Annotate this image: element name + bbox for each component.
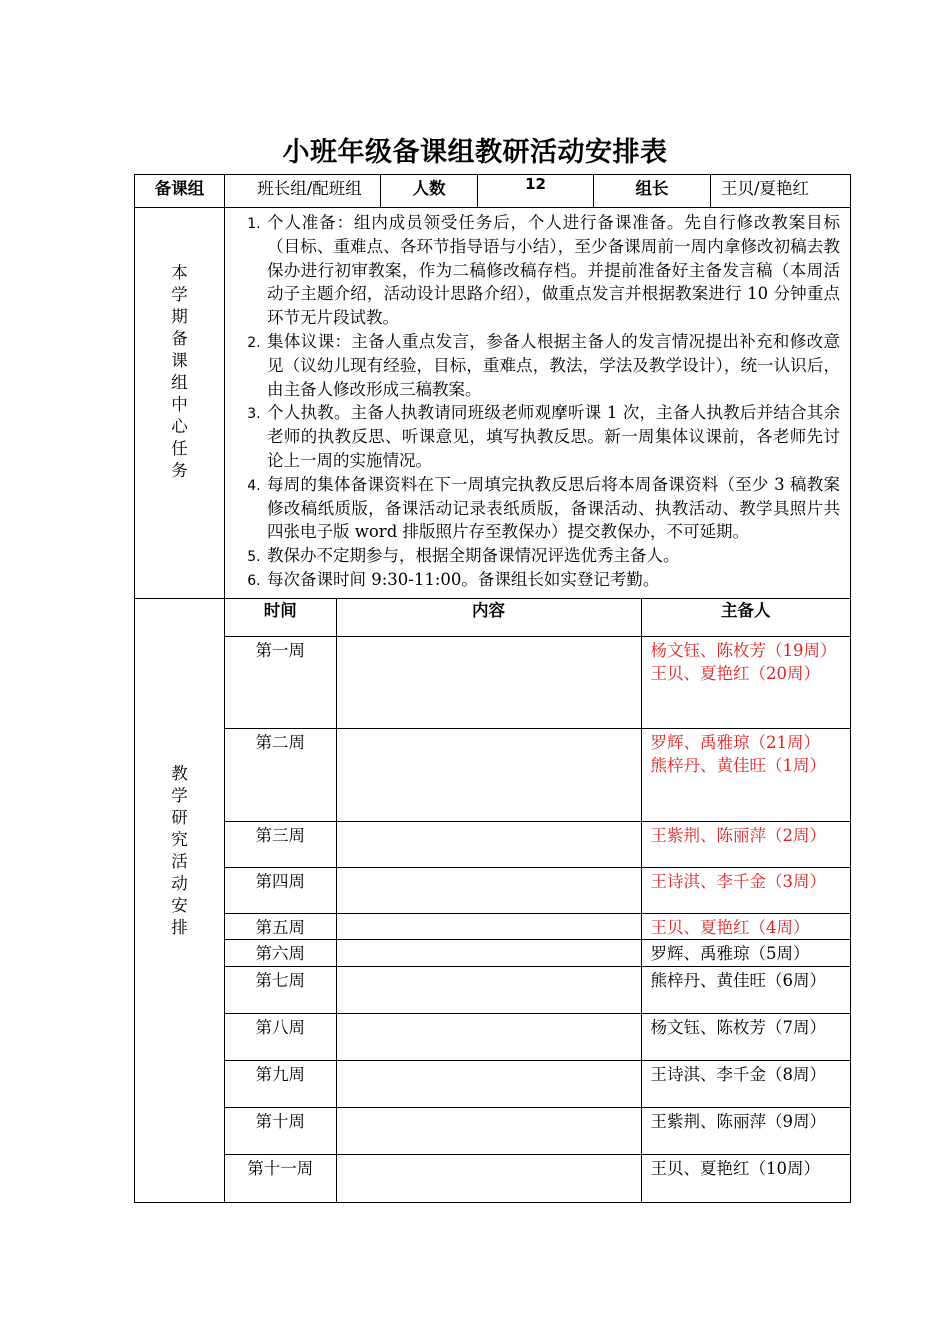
lead-names: 王诗淇、李千金（8周） — [650, 1064, 826, 1084]
leader-label: 组长 — [594, 175, 711, 208]
lead-names: 王贝、夏艳红（4周） — [650, 918, 810, 937]
week-cell: 第十一周 — [225, 1154, 336, 1202]
section-label-char: 学 — [171, 785, 188, 805]
lead-names: 王贝、夏艳红（20周） — [650, 664, 820, 684]
lead-cell — [641, 1013, 850, 1060]
lead-names: 王贝、夏艳红（10周） — [650, 1158, 820, 1178]
section-label-char: 究 — [171, 829, 188, 849]
task-item: 4. 每周的集体备课资料在下一周填完执教反思后将本周备课资料（至少 3 稿教案修改稿纸质版，备课活动记录表纸质版，备课活动、执教活动、教学具照片共四张电子版 word 排版照片存至教保办）提交教保办，不可延期。 — [265, 473, 840, 544]
task-item: 6. 每次备课时间 9:30-11:00。备课组长如实登记考勤。 — [265, 568, 840, 592]
section-label-char: 本 — [171, 263, 188, 282]
content-cell — [336, 940, 641, 966]
lead-cell — [641, 966, 850, 1013]
table-row — [225, 1060, 850, 1107]
week-cell: 第六周 — [225, 940, 336, 966]
week-cell: 第三周 — [225, 822, 336, 868]
lead-cell — [641, 914, 850, 940]
lead-cell — [641, 1060, 850, 1107]
count-label: 人数 — [381, 175, 478, 208]
week-cell: 第七周 — [225, 966, 336, 1013]
week-cell: 第八周 — [225, 1013, 336, 1060]
lead-names: 王诗淇、李千金（3周） — [650, 872, 826, 891]
schedule-cell — [225, 599, 851, 1203]
week-cell: 第十周 — [225, 1107, 336, 1154]
lead-names: 熊梓丹、黄佳旺（1周） — [650, 756, 826, 776]
lead-names: 熊梓丹、黄佳旺（6周） — [650, 970, 826, 990]
lead-cell — [641, 868, 850, 914]
table-row — [225, 1107, 850, 1154]
week-cell: 第九周 — [225, 1060, 336, 1107]
column-header-time: 时间 — [225, 599, 336, 637]
content-cell — [336, 1060, 641, 1107]
section-label-char: 课 — [171, 351, 188, 370]
section-label-char: 中 — [171, 395, 188, 414]
lead-names: 王紫荆、陈丽萍（9周） — [650, 1111, 826, 1131]
table-row — [225, 1154, 850, 1202]
tasks-cell — [225, 208, 851, 599]
section-label-char: 期 — [171, 307, 188, 326]
count-value: 12 — [478, 175, 594, 208]
schedule-row — [135, 599, 851, 1203]
lead-cell — [641, 822, 850, 868]
table-row — [225, 1013, 850, 1060]
content-cell — [336, 822, 641, 868]
lead-names: 王紫荆、陈丽萍（2周） — [650, 826, 826, 845]
week-cell: 第二周 — [225, 729, 336, 822]
tasks-list — [225, 211, 850, 592]
section-label-char: 务 — [171, 461, 188, 480]
content-cell — [336, 637, 641, 729]
leader-value: 王贝/夏艳红 — [711, 175, 851, 208]
section-label-char: 任 — [171, 439, 188, 458]
table-row — [225, 966, 850, 1013]
section-label-char: 学 — [171, 285, 188, 304]
page-title: 小班年级备课组教研活动安排表 — [282, 137, 668, 168]
group-value: 班长组/配班组 — [225, 175, 381, 208]
lead-cell — [641, 729, 850, 822]
group-label: 备课组 — [135, 175, 225, 208]
content-cell — [336, 914, 641, 940]
lead-cell — [641, 1107, 850, 1154]
section-label-char: 动 — [171, 873, 188, 893]
lead-cell — [641, 1154, 850, 1202]
table-row — [225, 868, 850, 914]
table-row — [225, 729, 850, 822]
header-row — [135, 175, 851, 208]
content-cell — [336, 1154, 641, 1202]
table-row — [225, 822, 850, 868]
lead-cell — [641, 637, 850, 729]
lead-names: 罗辉、禹雅琼（5周） — [650, 944, 810, 964]
table-row — [225, 914, 850, 940]
task-item: 2. 集体议课：主备人重点发言，参备人根据主备人的发言情况提出补充和修改意见（议幼儿现有经验，目标，重难点，教法，学法及教学设计），统一认识后，由主备人修改形成三稿教案。 — [265, 330, 840, 401]
column-header-lead: 主备人 — [641, 599, 850, 637]
section-label-char: 心 — [171, 417, 188, 436]
table-row — [225, 637, 850, 729]
content-cell — [336, 1013, 641, 1060]
content-cell — [336, 729, 641, 822]
schedule-header-row — [225, 599, 850, 637]
section-label-char: 组 — [171, 373, 188, 392]
content-cell — [336, 868, 641, 914]
week-cell: 第一周 — [225, 637, 336, 729]
section-label-char: 研 — [171, 807, 188, 827]
lead-names: 杨文钰、陈枚芳（19周） — [650, 641, 837, 660]
table-row — [225, 940, 850, 966]
column-header-content: 内容 — [336, 599, 641, 637]
content-cell — [336, 966, 641, 1013]
week-cell: 第五周 — [225, 914, 336, 940]
content-cell — [336, 1107, 641, 1154]
section-label-char: 教 — [171, 763, 188, 783]
tasks-section-label — [135, 208, 225, 599]
week-cell: 第四周 — [225, 868, 336, 914]
schedule-section-label — [135, 599, 225, 1203]
section-label-char: 备 — [171, 329, 188, 348]
section-label-char: 活 — [171, 851, 188, 871]
weekly-schedule — [225, 599, 850, 1202]
task-item: 5. 教保办不定期参与，根据全期备课情况评选优秀主备人。 — [265, 544, 840, 568]
task-item: 3. 个人执教。主备人执教请同班级老师观摩听课 1 次，主备人执教后并结合其余老师的执教反思、听课意见，填写执教反思。新一周集体议课前，各老师先讨论上一周的实施情况。 — [265, 401, 840, 472]
lead-names: 杨文钰、陈枚芳（7周） — [650, 1017, 826, 1037]
section-label-char: 排 — [171, 917, 188, 937]
tasks-row — [135, 208, 851, 599]
section-label-char: 安 — [171, 895, 188, 915]
task-item: 1. 个人准备：组内成员领受任务后，个人进行备课准备。先自行修改教案目标（目标、重难点、各环节指导语与小结），至少备课周前一周内拿修改初稿去教保办进行初审教案，作为二稿修改稿存档。并提前准备好主备发言稿（本周活动子主题介绍，活动设计思路介绍），做重点发言并根据教案进行 10 分钟重点环节无片段试教。 — [265, 211, 840, 330]
schedule-table — [134, 174, 851, 1203]
lead-cell — [641, 940, 850, 966]
lead-names: 罗辉、禹雅琼（21周） — [650, 733, 820, 752]
